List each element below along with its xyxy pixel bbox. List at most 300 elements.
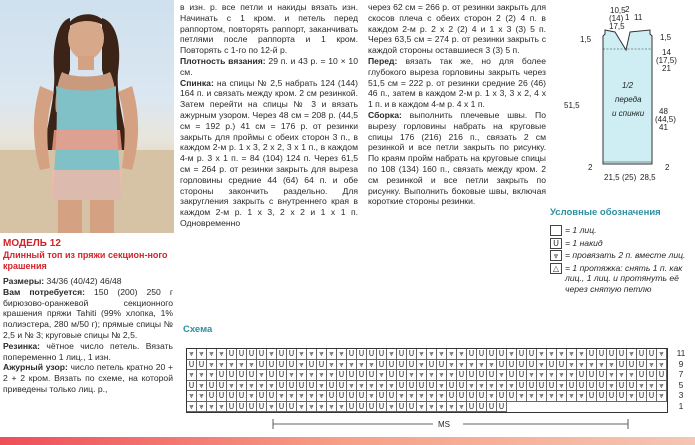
dim-top (609, 6, 626, 31)
chart-cell: ⩔ (317, 391, 327, 402)
chart-cell: U (587, 370, 597, 381)
chart-cell: ⩔ (307, 402, 317, 413)
chart-cell: U (617, 349, 627, 360)
chart-cell: U (237, 402, 247, 413)
chart-cell: ⩔ (457, 349, 467, 360)
chart-cell: ⩔ (487, 391, 497, 402)
chart-cell: ⩔ (537, 370, 547, 381)
chart-cell: ⩔ (607, 381, 617, 392)
svg-text:17,5: 17,5 (609, 22, 625, 31)
chart-cell: ⩔ (587, 360, 597, 371)
chart-cell: ⩔ (207, 349, 217, 360)
chart-cell: ⩔ (337, 402, 347, 413)
chart-cell: U (517, 370, 527, 381)
chart-cell: ⩔ (447, 360, 457, 371)
chart-cell: U (247, 370, 257, 381)
chart-cell: ⩔ (207, 402, 217, 413)
chart-cell: U (587, 349, 597, 360)
chart-cell: ⩔ (437, 381, 447, 392)
chart-cell: ⩔ (627, 370, 637, 381)
chart-cell: ⩔ (287, 370, 297, 381)
chart-cell: ⩔ (357, 360, 367, 371)
chart-cell: ⩔ (197, 381, 207, 392)
chart-cell: ⩔ (567, 391, 577, 402)
chart-cell: ⩔ (277, 391, 287, 402)
chart-cell: U (267, 360, 277, 371)
chart-cell: U (597, 370, 607, 381)
chart-cell: ⩔ (357, 381, 367, 392)
instructions-column-2 (180, 2, 358, 229)
chart-cell: U (637, 349, 647, 360)
lace-continued: в изн. р. все петли и накиды вязать изн. Начинать с 1 кром. и петель перед раппортом, повторять раппорт, заканчивать петлями после раппорта и 1 кром. Повторять с 1-го по 12-й р. (180, 2, 358, 56)
chart-cell: U (207, 391, 217, 402)
chart-cell: ⩔ (297, 391, 307, 402)
chart-cell: ⩔ (247, 381, 257, 392)
chart-cell: U (557, 360, 567, 371)
chart-cell: ⩔ (307, 349, 317, 360)
schematic-drawing (560, 4, 695, 184)
chart-cell: ⩔ (647, 381, 657, 392)
chart-cell: U (407, 402, 417, 413)
chart-cell: U (377, 349, 387, 360)
chart-cell: U (547, 381, 557, 392)
chart-cell: U (577, 370, 587, 381)
chart-cell: ⩔ (557, 381, 567, 392)
density-paragraph: Плотность вязания: 29 п. и 43 р. = 10 × 10 см. (180, 55, 358, 77)
chart-cell: U (187, 360, 197, 371)
chart-cell: ⩔ (307, 391, 317, 402)
dim-shoulder: 1,5 (580, 35, 592, 44)
chart-cell: U (187, 381, 197, 392)
chart-cell: U (217, 381, 227, 392)
chart-cell: U (277, 381, 287, 392)
svg-text:11: 11 (634, 13, 643, 22)
chart-cell: U (327, 381, 337, 392)
chart-cell: U (447, 381, 457, 392)
chart-cell: U (257, 349, 267, 360)
chart-cell: U (397, 381, 407, 392)
chart-cell: ⩔ (607, 370, 617, 381)
chart-cell: ⩔ (427, 370, 437, 381)
chart-cell: ⩔ (497, 370, 507, 381)
chart-cell: ⩔ (317, 349, 327, 360)
knit-symbol-icon (550, 225, 562, 236)
legend-title: Условные обозначения (550, 207, 661, 218)
chart-cell: ⩔ (537, 391, 547, 402)
chart-cell: U (267, 370, 277, 381)
schema-title: Схема (183, 324, 213, 335)
legend-item: ⩔ = провязать 2 п. вместе лиц. (550, 250, 695, 261)
chart-cell: ⩔ (497, 381, 507, 392)
chart-cell: ⩔ (197, 349, 207, 360)
chart-cell: U (527, 360, 537, 371)
row-number: 3 (678, 390, 684, 400)
chart-cell: ⩔ (387, 349, 397, 360)
chart-cell: ⩔ (567, 349, 577, 360)
chart-cell: U (527, 349, 537, 360)
chart-cell: U (227, 349, 237, 360)
chart-cell: U (207, 381, 217, 392)
chart-cell: U (397, 370, 407, 381)
chart-cell: ⩔ (457, 402, 467, 413)
chart-cell: ⩔ (337, 349, 347, 360)
materials-paragraph: Вам потребуется: 150 (200) 250 г бирюзово-оранжевой секционного крашения пряжи Tahiti (99% хлопка, 1% полиэстера, 280 м/50 г); прямые спицы № 2,5 и № 3; круговые спицы № 2,5. (3, 286, 173, 340)
chart-cell: U (237, 391, 247, 402)
chart-cell: U (647, 349, 657, 360)
chart-cell: ⩔ (197, 402, 207, 413)
chart-cell: U (377, 402, 387, 413)
chart-cell: ⩔ (227, 360, 237, 371)
chart-cell: ⩔ (407, 391, 417, 402)
chart-cell: ⩔ (417, 370, 427, 381)
chart-cell: U (497, 360, 507, 371)
chart-cell: U (497, 349, 507, 360)
chart-cell: ⩔ (417, 349, 427, 360)
chart-cell: U (647, 370, 657, 381)
chart-cell: ⩔ (637, 381, 647, 392)
chart-cell: ⩔ (557, 391, 567, 402)
chart-cell: ⩔ (507, 349, 517, 360)
chart-cell: ⩔ (597, 360, 607, 371)
chart-cell: ⩔ (437, 391, 447, 402)
chart-cell: U (577, 381, 587, 392)
chart-cell: U (437, 360, 447, 371)
chart-cell: U (517, 349, 527, 360)
chart-cell: U (587, 391, 597, 402)
chart-cell: ⩔ (287, 391, 297, 402)
slip-decrease-icon: △ (550, 263, 562, 274)
chart-cell: U (227, 402, 237, 413)
chart-cell: ⩔ (657, 360, 667, 371)
chart-cell: ⩔ (387, 402, 397, 413)
chart-cell: ⩔ (477, 381, 487, 392)
chart-cell: ⩔ (247, 360, 257, 371)
chart-cell: U (477, 391, 487, 402)
front-paragraph: Перед: вязать так же, но для более глубокого выреза горловины закрыть через 51,5 см = 222 р. от резинки средние 26 (46) 46 п., затем в каждом 2-м р. 1 х 3, 3 х 2, 4 х 1 п. и в каждом 4-м р. 4 х 1 п. (368, 55, 546, 110)
chart-cell: ⩔ (257, 370, 267, 381)
chart-cell: ⩔ (297, 360, 307, 371)
chart-cell: U (277, 349, 287, 360)
chart-cell: U (337, 370, 347, 381)
chart-cell: ⩔ (237, 360, 247, 371)
back-paragraph: Спинка: на спицы № 2,5 набрать 124 (144) 164 п. и связать между кром. 2 см резинкой. Затем перейти на спицы № 3 и вязать ажурным узором. Через 48 см = 208 р. (44,5 см = 192 р.) 41 см = 176 р. от резинки закрыть для проймы с обеих сторон 3 п., в каждом 2-м р. 1 х 3, 2 х 2, 3 х 1 п., в каждом 4-м р. 3 х 1 п. = 84 (104) 124 п. Через 61,5 см = 264 р. от резинки закрыть для выреза горловины средние 44 (64) 64 п. и обе стороны закончить раздельно. Для закругления закрыть с внутреннего края в каждом 2-м р. 1 х 3, 2 х 2 и 1 х 1 п. Одновременно (180, 77, 358, 228)
chart-cell: U (457, 381, 467, 392)
chart-cell: ⩔ (437, 370, 447, 381)
chart-cell: ⩔ (217, 349, 227, 360)
chart-cell: U (607, 391, 617, 402)
chart-cell: ⩔ (207, 370, 217, 381)
chart-cell: ⩔ (187, 402, 197, 413)
chart-cell: ⩔ (247, 391, 257, 402)
chart-cell: U (427, 360, 437, 371)
chart-cell: U (217, 370, 227, 381)
chart-cell: U (547, 360, 557, 371)
chart-cell: U (257, 402, 267, 413)
svg-text:(25): (25) (622, 173, 637, 182)
chart-cell: ⩔ (417, 402, 427, 413)
chart-cell: U (237, 349, 247, 360)
chart-cell: ⩔ (577, 391, 587, 402)
chart-cell: U (597, 391, 607, 402)
chart-cell: ⩔ (657, 391, 667, 402)
svg-text:переда: переда (615, 95, 642, 104)
chart-cell: U (477, 402, 487, 413)
svg-text:(14): (14) (609, 14, 624, 23)
chart-cell: ⩔ (657, 381, 667, 392)
chart-cell: ⩔ (557, 349, 567, 360)
chart-cell: U (527, 381, 537, 392)
chart-cell: U (487, 370, 497, 381)
legend-item: = 1 лиц. (550, 225, 695, 236)
dim-width (604, 173, 656, 182)
chart-cell: U (287, 402, 297, 413)
chart-cell: U (237, 370, 247, 381)
chart-cell: ⩔ (457, 360, 467, 371)
chart-cell: U (347, 402, 357, 413)
row-number: 9 (678, 358, 684, 369)
row-number: 7 (678, 369, 684, 379)
chart-cell: U (477, 370, 487, 381)
assembly-paragraph: Сборка: выполнить плечевые швы. По вырезу горловины набрать на круговые спицы 176 (216) 216 п., связать 2 см резинкой и все петли закрыть по рисунку. По краям пройм набрать на круговые спицы по 108 (134) 160 п., связать между кром. 2 см резинкой и все петли закрыть по рисунку. Выполнить боковые швы, включая короткие стороны резинки. (368, 109, 546, 207)
chart-cell: ⩔ (527, 391, 537, 402)
chart-cell: U (357, 391, 367, 402)
chart-cell: ⩔ (467, 360, 477, 371)
chart-cell: ⩔ (407, 370, 417, 381)
chart-cell: ⩔ (187, 370, 197, 381)
svg-text:и спинки: и спинки (612, 109, 645, 118)
row-number: 1 (678, 400, 684, 411)
chart-cell: ⩔ (327, 370, 337, 381)
chart-cell: ⩔ (207, 360, 217, 371)
chart-cell: U (407, 349, 417, 360)
chart-cell: U (657, 370, 667, 381)
chart-cell: ⩔ (327, 349, 337, 360)
chart-cell: U (427, 381, 437, 392)
chart-cell: ⩔ (447, 349, 457, 360)
chart-cell: U (647, 391, 657, 402)
chart-cell: U (607, 349, 617, 360)
chart-cell: U (397, 360, 407, 371)
chart-cell: ⩔ (317, 402, 327, 413)
chart-cell: U (347, 391, 357, 402)
chart-cell: U (267, 391, 277, 402)
chart-cell: ⩔ (267, 381, 277, 392)
chart-cell: U (507, 360, 517, 371)
svg-text:1/2: 1/2 (622, 81, 634, 90)
chart-cell: U (617, 391, 627, 402)
chart-cell: U (247, 349, 257, 360)
chart-cell: ⩔ (197, 370, 207, 381)
chart-cell: U (397, 349, 407, 360)
instructions-column-1 (3, 276, 173, 395)
chart-cell: U (507, 391, 517, 402)
chart-cell: U (617, 381, 627, 392)
chart-cell: U (337, 381, 347, 392)
chart-cell: ⩔ (557, 370, 567, 381)
chart-cell: ⩔ (537, 360, 547, 371)
chart-cell: U (387, 360, 397, 371)
ms-label: MS (438, 420, 450, 429)
chart-cell: ⩔ (197, 391, 207, 402)
chart-cell: U (347, 349, 357, 360)
chart-cell: ⩔ (417, 391, 427, 402)
chart-cell: ⩔ (417, 360, 427, 371)
chart-cell: U (307, 360, 317, 371)
chart-cell: U (537, 381, 547, 392)
chart-cell: ⩔ (517, 391, 527, 402)
chart-cell: ⩔ (577, 360, 587, 371)
chart-cell: U (637, 370, 647, 381)
chart-cell: ⩔ (507, 381, 517, 392)
chart-cell: ⩔ (267, 402, 277, 413)
chart-cell: ⩔ (487, 360, 497, 371)
chart-cell: U (377, 360, 387, 371)
chart-cell: U (617, 360, 627, 371)
chart-cell: ⩔ (237, 381, 247, 392)
chart-cell: U (457, 370, 467, 381)
chart-cell: U (497, 391, 507, 402)
chart-cell: U (417, 381, 427, 392)
chart-cell: U (637, 391, 647, 402)
shoulder-paragraph: через 62 см = 266 р. от резинки закрыть для скосов плеча с обеих сторон 2 (2) 4 п. в каждом 2-м р. 2 х 2 (2) 4 и 1 х 3 (3) 5 п. Через 63,5 см = 274 р. от резинки закрыть с каждой стороны оставшиеся 3 (3) 5 п. (368, 2, 546, 56)
chart-cell: ⩔ (427, 391, 437, 402)
chart-cell: ⩔ (347, 360, 357, 371)
rib-paragraph: Резинка: чётное число петель. Вязать попеременно 1 лиц., 1 изн. (3, 340, 173, 362)
chart-cell: U (637, 360, 647, 371)
chart-cell: ⩔ (487, 381, 497, 392)
chart-cell: ⩔ (297, 402, 307, 413)
chart-cell: U (457, 391, 467, 402)
garment-schematic (560, 4, 695, 184)
instructions-column-3 (368, 2, 546, 207)
chart-cell: ⩔ (217, 402, 227, 413)
chart-cell: U (347, 370, 357, 381)
svg-text:(44,5): (44,5) (655, 115, 676, 124)
chart-cell: U (287, 349, 297, 360)
k2tog-icon: ⩔ (550, 250, 562, 261)
chart-cell: ⩔ (377, 370, 387, 381)
chart-cell: U (367, 370, 377, 381)
chart-cell: U (367, 402, 377, 413)
chart-cell: ⩔ (327, 360, 337, 371)
chart-cell: U (257, 360, 267, 371)
legend-item: U = 1 накид (550, 238, 695, 249)
chart-cell: U (407, 360, 417, 371)
chart-cell: ⩔ (577, 349, 587, 360)
chart-cell: ⩔ (367, 381, 377, 392)
svg-text:21,5: 21,5 (604, 173, 620, 182)
chart-cell: U (517, 360, 527, 371)
chart-cell: U (307, 381, 317, 392)
chart-cell: U (317, 360, 327, 371)
chart-cell: U (277, 370, 287, 381)
row-number: 5 (678, 379, 684, 390)
chart-cell: U (487, 402, 497, 413)
chart-cell: ⩔ (657, 349, 667, 360)
chart-cell: ⩔ (397, 391, 407, 402)
chart-cell: ⩔ (267, 349, 277, 360)
chart-cell: U (587, 381, 597, 392)
chart-cell: ⩔ (227, 381, 237, 392)
chart-cell: U (467, 402, 477, 413)
chart-cell: ⩔ (367, 391, 377, 402)
svg-text:1,5: 1,5 (660, 33, 672, 42)
chart-cell: U (377, 391, 387, 402)
chart-cell: U (387, 370, 397, 381)
chart-cell: U (277, 402, 287, 413)
chart-cell: U (287, 381, 297, 392)
chart-cell: ⩔ (627, 391, 637, 402)
page-color-stripe (0, 437, 695, 445)
chart-cell: U (467, 370, 477, 381)
chart-cell: ⩔ (307, 370, 317, 381)
chart-cell: ⩔ (467, 381, 477, 392)
model-subtitle: Длинный топ из пряжи секцион-ного крашения (3, 250, 168, 271)
chart-cell: ⩔ (617, 370, 627, 381)
dim-right (656, 33, 677, 73)
chart-cell: ⩔ (387, 381, 397, 392)
chart-cell: ⩔ (527, 370, 537, 381)
dim-neck (625, 5, 643, 22)
yarn-over-icon: U (550, 238, 562, 249)
chart-cell: U (337, 391, 347, 402)
dim-left: 51,5 (564, 101, 580, 110)
chart-cell: U (297, 381, 307, 392)
chart-cell: U (327, 391, 337, 402)
chart-cell: U (357, 402, 367, 413)
chart-cell: U (467, 349, 477, 360)
dim-side (655, 107, 676, 132)
chart-cell: ⩔ (367, 360, 377, 371)
chart-cell: ⩔ (477, 360, 487, 371)
chart-cell: ⩔ (297, 370, 307, 381)
chart-cell: ⩔ (567, 370, 577, 381)
knitting-chart (183, 345, 695, 431)
chart-cell: U (247, 402, 257, 413)
row-number: 11 (676, 348, 686, 358)
chart-cell: ⩔ (297, 349, 307, 360)
svg-text:21: 21 (662, 64, 671, 73)
chart-cell: U (397, 402, 407, 413)
chart-cell: U (517, 381, 527, 392)
chart-cell: U (217, 391, 227, 402)
chart-cell: ⩔ (547, 370, 557, 381)
chart-cell: U (467, 391, 477, 402)
chart-cell: ⩔ (337, 360, 347, 371)
chart-cell: U (597, 349, 607, 360)
chart-cell: ⩔ (257, 381, 267, 392)
svg-text:14: 14 (662, 48, 671, 57)
chart-cell: U (597, 381, 607, 392)
chart-cell: ⩔ (647, 360, 657, 371)
svg-text:2: 2 (625, 5, 630, 14)
svg-text:41: 41 (659, 123, 668, 132)
chart-cell: ⩔ (427, 349, 437, 360)
chart-cell: U (507, 370, 517, 381)
chart-cell: ⩔ (187, 391, 197, 402)
chart-cell: ⩔ (347, 381, 357, 392)
chart-cell: U (287, 360, 297, 371)
chart-cell: ⩔ (447, 370, 457, 381)
chart-cell: ⩔ (437, 402, 447, 413)
chart-cell: ⩔ (547, 349, 557, 360)
svg-text:48: 48 (659, 107, 668, 116)
chart-cell: U (277, 360, 287, 371)
chart-cell: ⩔ (537, 349, 547, 360)
chart-cell: ⩔ (447, 402, 457, 413)
chart-cell: U (357, 370, 367, 381)
chart-cell: U (257, 391, 267, 402)
